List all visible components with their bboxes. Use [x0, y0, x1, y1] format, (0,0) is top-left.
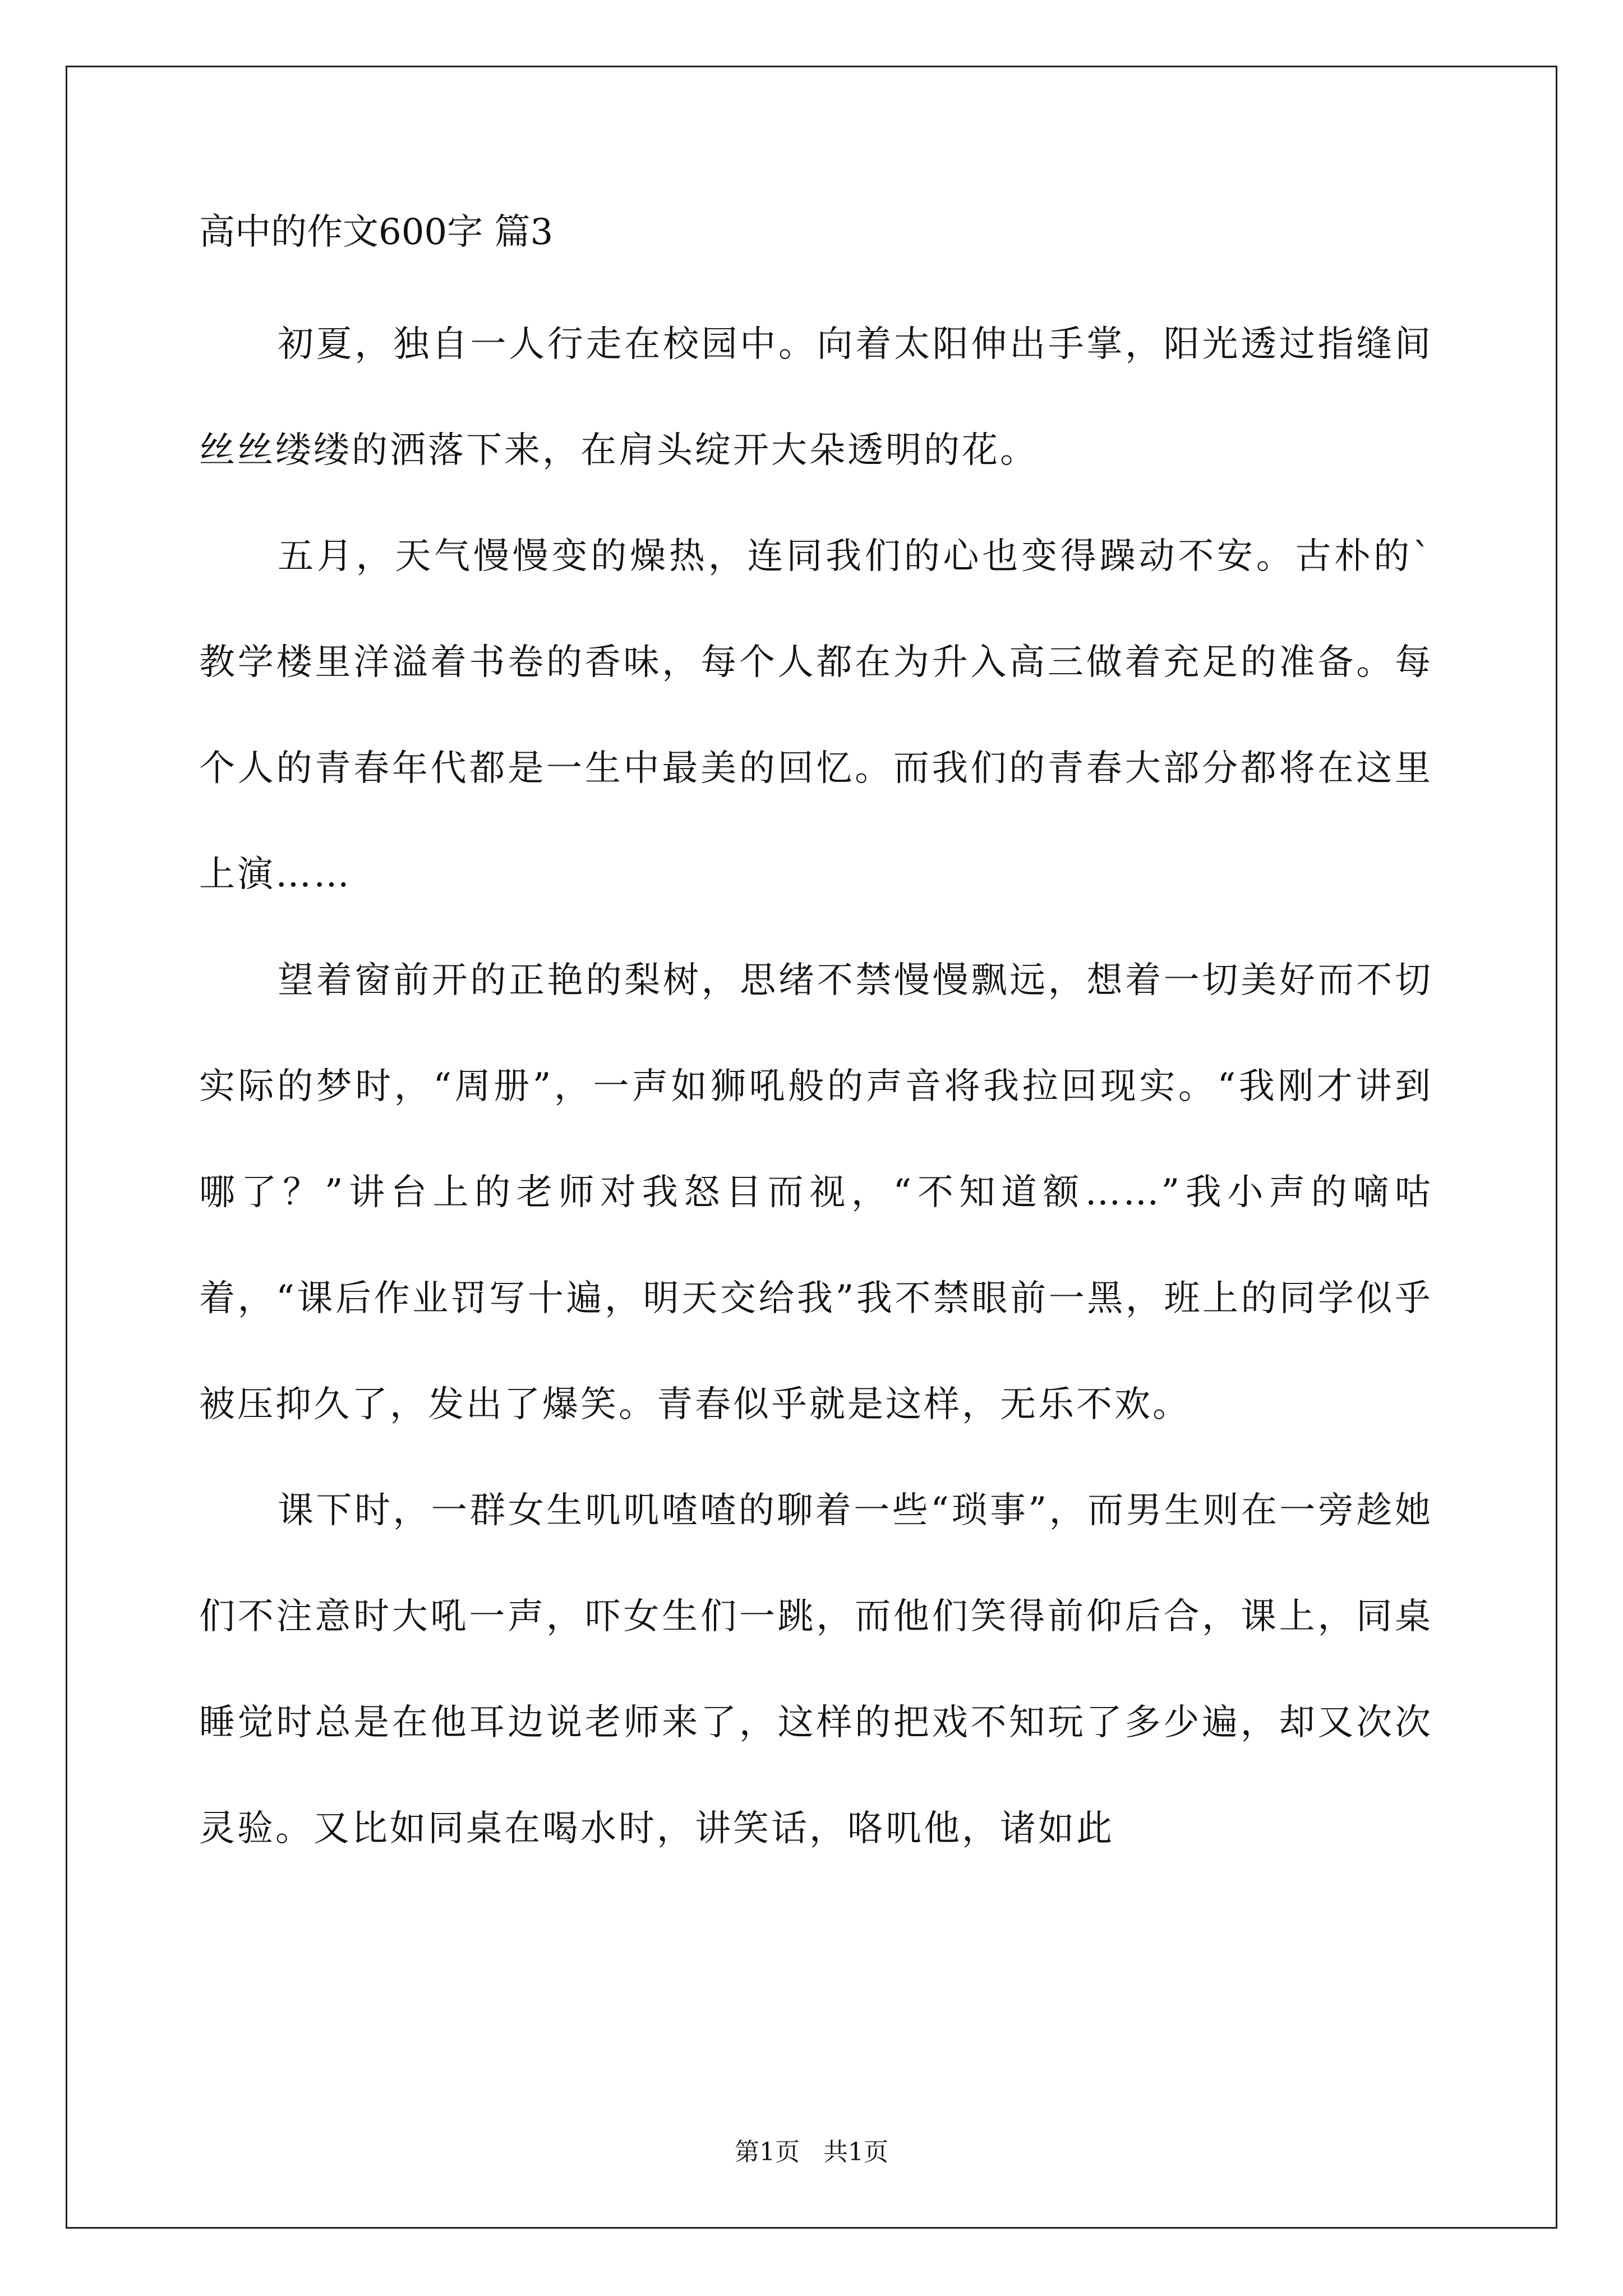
document-body — [199, 208, 1433, 1882]
document-title: 高中的作文600字 篇3 — [199, 211, 554, 253]
paragraph-4: 课下时，一群女生叽叽喳喳的聊着一些“琐事”，而男生则在一旁趁她们不注意时大吼一声，吓女生们一跳，而他们笑得前仰后合，课上，同桌睡觉时总是在他耳边说老师来了，这样的把戏不知玩了多少遍，却又次次灵验。又比如同桌在喝水时，讲笑话，咯叽他，诸如此 — [199, 1489, 1433, 1849]
paragraph-3: 望着窗前开的正艳的梨树，思绪不禁慢慢飘远，想着一切美好而不切实际的梦时，“周册”，一声如狮吼般的声音将我拉回现实。“我刚才讲到哪了？”讲台上的老师对我怒目而视，“不知道额……”我小声的嘀咕着，“课后作业罚写十遍，明天交给我”我不禁眼前一黑，班上的同学似乎被压抑久了，发出了爆笑。青春似乎就是这样，无乐不欢。 — [199, 959, 1433, 1425]
page-footer: 第1页 共1页 — [735, 2138, 888, 2166]
paragraph-2: 五月，天气慢慢变的燥热，连同我们的心也变得躁动不安。古朴的`教学楼里洋溢着书卷的香味，每个人都在为升入高三做着充足的准备。每个人的青春年代都是一生中最美的回忆。而我们的青春大部分都将在这里上演…… — [199, 535, 1433, 895]
paragraph-1: 初夏，独自一人行走在校园中。向着太阳伸出手掌，阳光透过指缝间丝丝缕缕的洒落下来，在肩头绽开大朵透明的花。 — [199, 323, 1433, 471]
